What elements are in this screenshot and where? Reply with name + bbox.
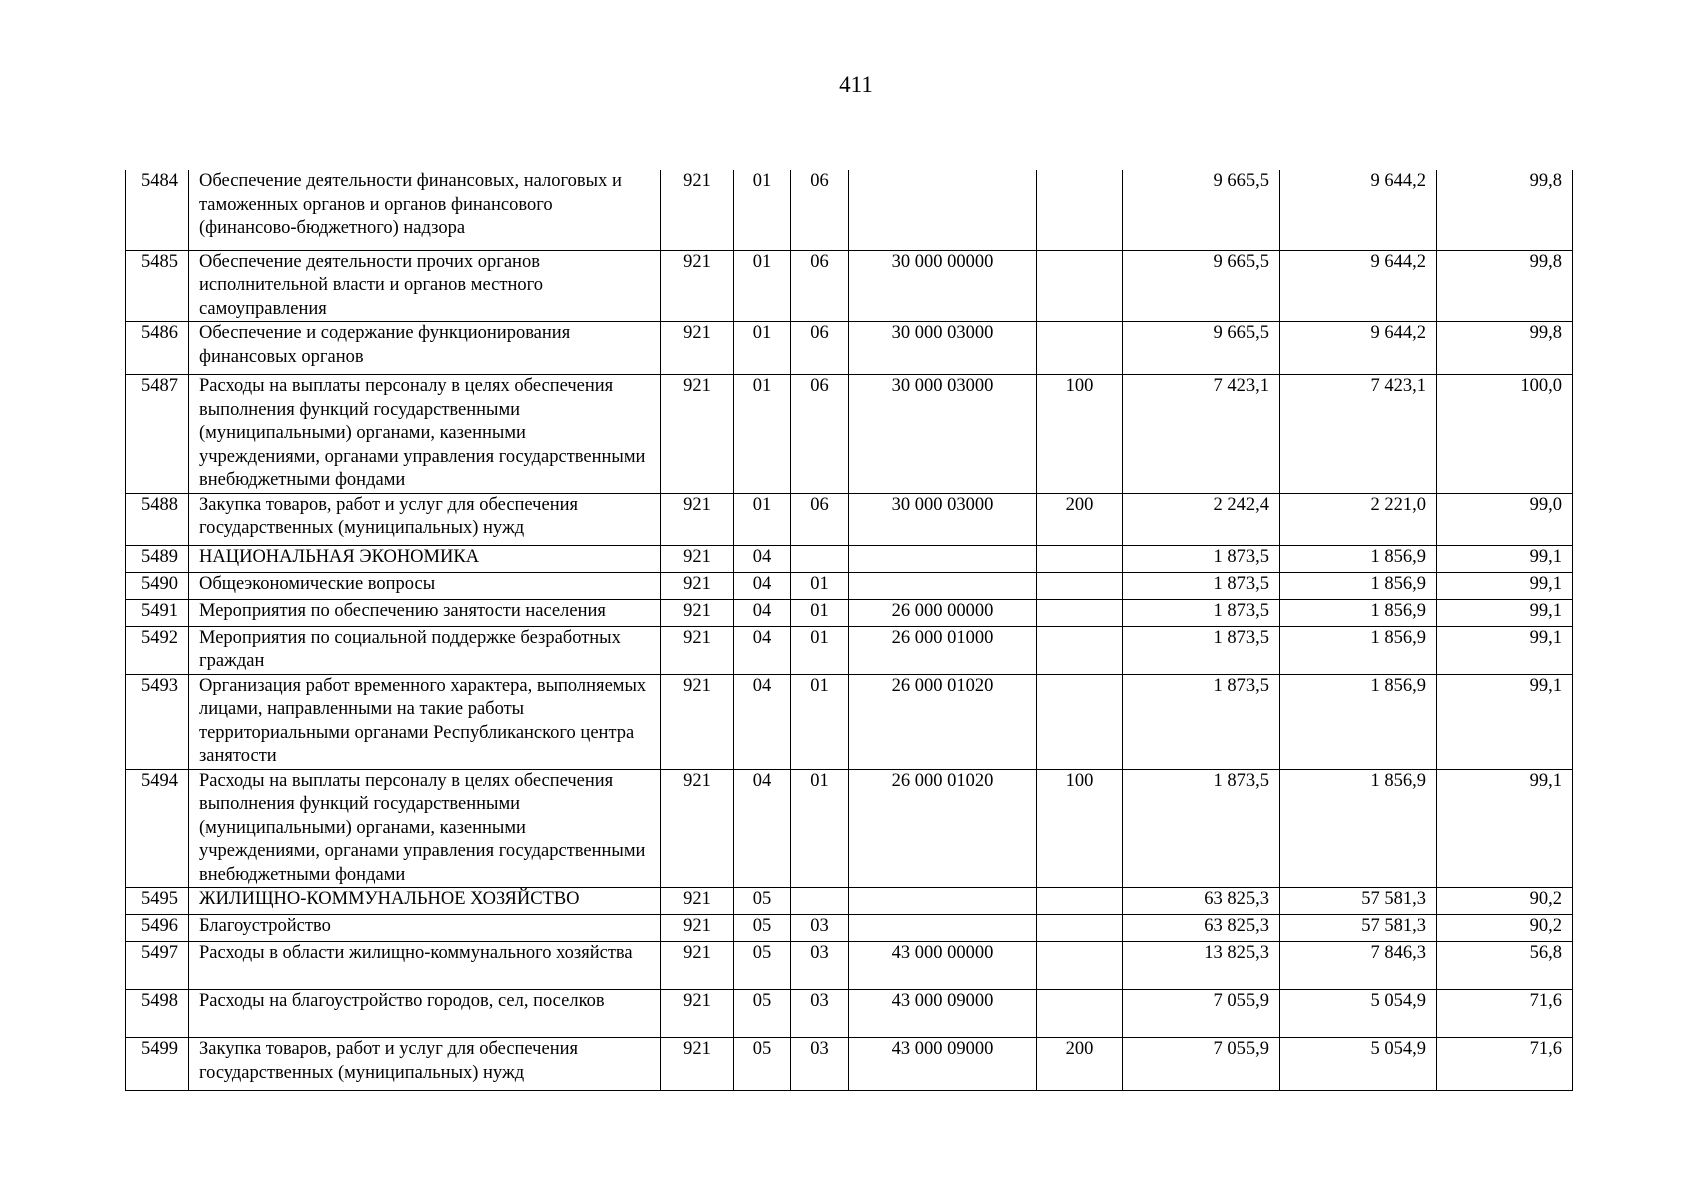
section-code: 04 <box>734 545 791 572</box>
expense-type-code <box>1037 915 1123 942</box>
section-code: 01 <box>734 250 791 322</box>
subsection-code: 06 <box>791 250 849 322</box>
subsection-code: 06 <box>791 493 849 545</box>
target-code <box>849 572 1037 599</box>
plan-amount: 63 825,3 <box>1123 915 1280 942</box>
row-number: 5493 <box>126 674 189 769</box>
row-number: 5491 <box>126 599 189 626</box>
actual-amount: 57 581,3 <box>1280 888 1437 915</box>
dept-code: 921 <box>661 626 734 674</box>
target-code: 30 000 00000 <box>849 250 1037 322</box>
row-number: 5490 <box>126 572 189 599</box>
plan-amount: 7 423,1 <box>1123 375 1280 494</box>
execution-percent: 99,8 <box>1437 170 1573 250</box>
section-code: 05 <box>734 942 791 990</box>
expense-name: Обеспечение и содержание функционирования финансовых органов <box>189 322 661 375</box>
actual-amount: 5 054,9 <box>1280 1038 1437 1091</box>
dept-code: 921 <box>661 250 734 322</box>
section-code: 05 <box>734 1038 791 1091</box>
row-number: 5486 <box>126 322 189 375</box>
expense-type-code <box>1037 599 1123 626</box>
actual-amount: 1 856,9 <box>1280 769 1437 888</box>
expense-name: Благоустройство <box>189 915 661 942</box>
plan-amount: 9 665,5 <box>1123 322 1280 375</box>
dept-code: 921 <box>661 493 734 545</box>
subsection-code: 03 <box>791 942 849 990</box>
expense-type-code: 200 <box>1037 493 1123 545</box>
plan-amount: 1 873,5 <box>1123 572 1280 599</box>
actual-amount: 57 581,3 <box>1280 915 1437 942</box>
section-code: 05 <box>734 888 791 915</box>
expense-name: ЖИЛИЩНО-КОММУНАЛЬНОЕ ХОЗЯЙСТВО <box>189 888 661 915</box>
table-row <box>126 990 1573 1038</box>
table-row <box>126 170 1573 250</box>
table-row <box>126 888 1573 915</box>
execution-percent: 99,8 <box>1437 322 1573 375</box>
actual-amount: 1 856,9 <box>1280 545 1437 572</box>
row-number: 5494 <box>126 769 189 888</box>
plan-amount: 7 055,9 <box>1123 1038 1280 1091</box>
execution-percent: 90,2 <box>1437 915 1573 942</box>
target-code: 30 000 03000 <box>849 493 1037 545</box>
actual-amount: 1 856,9 <box>1280 572 1437 599</box>
target-code: 26 000 01000 <box>849 626 1037 674</box>
subsection-code: 01 <box>791 769 849 888</box>
row-number: 5485 <box>126 250 189 322</box>
subsection-code: 06 <box>791 322 849 375</box>
plan-amount: 1 873,5 <box>1123 545 1280 572</box>
expense-type-code <box>1037 888 1123 915</box>
table-row <box>126 375 1573 494</box>
actual-amount: 7 846,3 <box>1280 942 1437 990</box>
execution-percent: 71,6 <box>1437 990 1573 1038</box>
target-code: 26 000 00000 <box>849 599 1037 626</box>
plan-amount: 7 055,9 <box>1123 990 1280 1038</box>
actual-amount: 2 221,0 <box>1280 493 1437 545</box>
section-code: 04 <box>734 674 791 769</box>
dept-code: 921 <box>661 375 734 494</box>
subsection-code: 01 <box>791 572 849 599</box>
dept-code: 921 <box>661 322 734 375</box>
target-code: 26 000 01020 <box>849 674 1037 769</box>
execution-percent: 99,1 <box>1437 769 1573 888</box>
subsection-code: 01 <box>791 599 849 626</box>
subsection-code: 06 <box>791 170 849 250</box>
execution-percent: 99,0 <box>1437 493 1573 545</box>
target-code <box>849 170 1037 250</box>
expense-name: Расходы в области жилищно-коммунального хозяйства <box>189 942 661 990</box>
plan-amount: 63 825,3 <box>1123 888 1280 915</box>
section-code: 01 <box>734 375 791 494</box>
expense-type-code <box>1037 990 1123 1038</box>
target-code: 26 000 01020 <box>849 769 1037 888</box>
actual-amount: 1 856,9 <box>1280 674 1437 769</box>
expense-type-code <box>1037 674 1123 769</box>
execution-percent: 99,8 <box>1437 250 1573 322</box>
dept-code: 921 <box>661 545 734 572</box>
target-code: 30 000 03000 <box>849 322 1037 375</box>
actual-amount: 1 856,9 <box>1280 626 1437 674</box>
row-number: 5497 <box>126 942 189 990</box>
plan-amount: 9 665,5 <box>1123 170 1280 250</box>
execution-percent: 99,1 <box>1437 545 1573 572</box>
actual-amount: 1 856,9 <box>1280 599 1437 626</box>
table-row <box>126 769 1573 888</box>
dept-code: 921 <box>661 170 734 250</box>
budget-table <box>125 170 1573 1091</box>
dept-code: 921 <box>661 915 734 942</box>
actual-amount: 9 644,2 <box>1280 170 1437 250</box>
row-number: 5492 <box>126 626 189 674</box>
subsection-code: 01 <box>791 674 849 769</box>
section-code: 01 <box>734 170 791 250</box>
expense-type-code <box>1037 572 1123 599</box>
expense-name: Расходы на благоустройство городов, сел, поселков <box>189 990 661 1038</box>
subsection-code: 03 <box>791 915 849 942</box>
section-code: 04 <box>734 769 791 888</box>
table-row <box>126 572 1573 599</box>
row-number: 5498 <box>126 990 189 1038</box>
dept-code: 921 <box>661 1038 734 1091</box>
actual-amount: 7 423,1 <box>1280 375 1437 494</box>
expense-type-code <box>1037 942 1123 990</box>
target-code <box>849 888 1037 915</box>
row-number: 5495 <box>126 888 189 915</box>
dept-code: 921 <box>661 888 734 915</box>
execution-percent: 99,1 <box>1437 572 1573 599</box>
dept-code: 921 <box>661 769 734 888</box>
execution-percent: 99,1 <box>1437 599 1573 626</box>
plan-amount: 1 873,5 <box>1123 599 1280 626</box>
table-row <box>126 626 1573 674</box>
expense-name: НАЦИОНАЛЬНАЯ ЭКОНОМИКА <box>189 545 661 572</box>
table-row <box>126 322 1573 375</box>
dept-code: 921 <box>661 572 734 599</box>
expense-type-code <box>1037 170 1123 250</box>
expense-name: Обеспечение деятельности прочих органов исполнительной власти и органов местного самоуправления <box>189 250 661 322</box>
section-code: 01 <box>734 322 791 375</box>
actual-amount: 9 644,2 <box>1280 250 1437 322</box>
dept-code: 921 <box>661 599 734 626</box>
table-row <box>126 599 1573 626</box>
subsection-code: 01 <box>791 626 849 674</box>
row-number: 5488 <box>126 493 189 545</box>
page-number: 411 <box>839 72 873 97</box>
section-code: 04 <box>734 626 791 674</box>
subsection-code: 06 <box>791 375 849 494</box>
target-code <box>849 915 1037 942</box>
execution-percent: 90,2 <box>1437 888 1573 915</box>
execution-percent: 99,1 <box>1437 626 1573 674</box>
target-code: 43 000 00000 <box>849 942 1037 990</box>
expense-type-code: 100 <box>1037 375 1123 494</box>
expense-type-code <box>1037 626 1123 674</box>
row-number: 5496 <box>126 915 189 942</box>
actual-amount: 5 054,9 <box>1280 990 1437 1038</box>
section-code: 05 <box>734 990 791 1038</box>
execution-percent: 100,0 <box>1437 375 1573 494</box>
dept-code: 921 <box>661 990 734 1038</box>
target-code: 30 000 03000 <box>849 375 1037 494</box>
expense-type-code <box>1037 545 1123 572</box>
section-code: 01 <box>734 493 791 545</box>
expense-type-code: 100 <box>1037 769 1123 888</box>
dept-code: 921 <box>661 942 734 990</box>
expense-type-code <box>1037 322 1123 375</box>
dept-code: 921 <box>661 674 734 769</box>
expense-name: Организация работ временного характера, выполняемых лицами, направленными на такие работы территориальными органами Республиканского центра занятости <box>189 674 661 769</box>
section-code: 04 <box>734 572 791 599</box>
execution-percent: 56,8 <box>1437 942 1573 990</box>
table-row <box>126 545 1573 572</box>
expense-name: Закупка товаров, работ и услуг для обеспечения государственных (муниципальных) нужд <box>189 493 661 545</box>
plan-amount: 13 825,3 <box>1123 942 1280 990</box>
expense-name: Обеспечение деятельности финансовых, налоговых и таможенных органов и органов финансового (финансово-бюджетного) надзора <box>189 170 661 250</box>
actual-amount: 9 644,2 <box>1280 322 1437 375</box>
table-row <box>126 493 1573 545</box>
execution-percent: 99,1 <box>1437 674 1573 769</box>
subsection-code: 03 <box>791 990 849 1038</box>
section-code: 05 <box>734 915 791 942</box>
plan-amount: 1 873,5 <box>1123 674 1280 769</box>
row-number: 5499 <box>126 1038 189 1091</box>
section-code: 04 <box>734 599 791 626</box>
plan-amount: 1 873,5 <box>1123 769 1280 888</box>
expense-name: Расходы на выплаты персоналу в целях обеспечения выполнения функций государственными (муниципальными) органами, казенными учреждениями, органами управления государственными внебюджетными фондами <box>189 769 661 888</box>
plan-amount: 9 665,5 <box>1123 250 1280 322</box>
table-row <box>126 915 1573 942</box>
subsection-code <box>791 888 849 915</box>
target-code: 43 000 09000 <box>849 1038 1037 1091</box>
row-number: 5489 <box>126 545 189 572</box>
table-row <box>126 942 1573 990</box>
subsection-code <box>791 545 849 572</box>
row-number: 5484 <box>126 170 189 250</box>
table-row <box>126 1038 1573 1091</box>
table-row <box>126 250 1573 322</box>
plan-amount: 2 242,4 <box>1123 493 1280 545</box>
execution-percent: 71,6 <box>1437 1038 1573 1091</box>
expense-name: Общеэкономические вопросы <box>189 572 661 599</box>
expense-name: Расходы на выплаты персоналу в целях обеспечения выполнения функций государственными (муниципальными) органами, казенными учреждениями, органами управления государственными внебюджетными фондами <box>189 375 661 494</box>
expense-type-code: 200 <box>1037 1038 1123 1091</box>
expense-name: Мероприятия по обеспечению занятости населения <box>189 599 661 626</box>
target-code <box>849 545 1037 572</box>
expense-name: Закупка товаров, работ и услуг для обеспечения государственных (муниципальных) нужд <box>189 1038 661 1091</box>
plan-amount: 1 873,5 <box>1123 626 1280 674</box>
subsection-code: 03 <box>791 1038 849 1091</box>
expense-type-code <box>1037 250 1123 322</box>
expense-name: Мероприятия по социальной поддержке безработных граждан <box>189 626 661 674</box>
table-row <box>126 674 1573 769</box>
row-number: 5487 <box>126 375 189 494</box>
target-code: 43 000 09000 <box>849 990 1037 1038</box>
